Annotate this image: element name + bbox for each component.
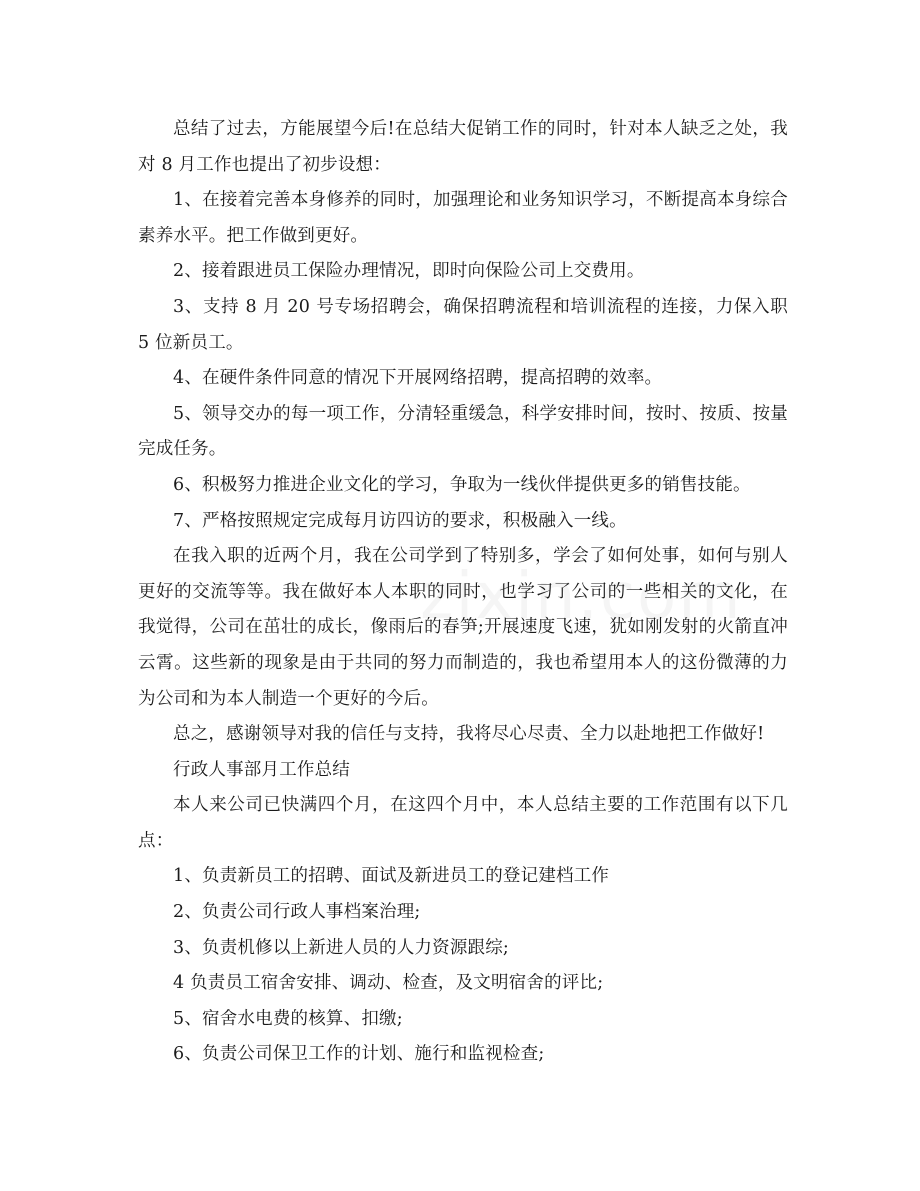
duty-item-6: 6、负责公司保卫工作的计划、施行和监视检查;	[173, 1044, 545, 1065]
paragraph-item-6: 6、积极努力推进企业文化的学习，争取为一线伙伴提供更多的销售技能。	[173, 474, 751, 495]
paragraph-item-3: 3、支持 8 月 20 号专场招聘会，确保招聘流程和培训流程的连接，力保入职 5 位新员工。	[138, 296, 788, 353]
paragraph-intro: 总结了过去，方能展望今后!在总结大促销工作的同时，针对本人缺乏之处，我对 8 月工作也提出了初步设想：	[138, 119, 788, 175]
document-body	[138, 112, 788, 1073]
paragraph-item-1: 1、在接着完善本身修养的同时，加强理论和业务知识学习，不断提高本身综合素养水平。把工作做到更好。	[138, 190, 788, 246]
paragraph-item-7: 7、严格按照规定完成每月访四访的要求，积极融入一线。	[173, 510, 627, 531]
paragraph-item-4: 4、在硬件条件同意的情况下开展网络招聘，提高招聘的效率。	[173, 368, 663, 389]
paragraph-item-5: 5、领导交办的每一项工作，分清轻重缓急，科学安排时间，按时、按质、按量完成任务。	[138, 403, 788, 460]
duty-item-1: 1、负责新员工的招聘、面试及新进员工的登记建档工作	[173, 866, 610, 887]
paragraph-conclusion: 总之，感谢领导对我的信任与支持，我将尽心尽责、全力以赴地把工作做好!	[173, 724, 765, 745]
duty-item-2: 2、负责公司行政人事档案治理;	[173, 902, 421, 923]
duty-item-5: 5、宿舍水电费的核算、扣缴;	[173, 1008, 403, 1029]
duty-item-3: 3、负责机修以上新进人员的人力资源跟综;	[173, 937, 510, 958]
duty-item-4: 4 负责员工宿舍安排、调动、检查，及文明宿舍的评比;	[173, 973, 604, 994]
paragraph-reflection: 在我入职的近两个月，我在公司学到了特别多，学会了如何处事，如何与别人更好的交流等等。我在做好本人本职的同时，也学习了公司的一些相关的文化，在我觉得，公司在茁壮的成长，像雨后的春笋;开展速度飞速，犹如刚发射的火箭直冲云霄。这些新的现象是由于共同的努力而制造的，我也希望用本人的这份微薄的力为公司和为本人制造一个更好的今后。	[138, 546, 788, 709]
paragraph-section-intro: 本人来公司已快满四个月，在这四个月中，本人总结主要的工作范围有以下几点：	[138, 795, 788, 851]
paragraph-item-2: 2、接着跟进员工保险办理情况，即时向保险公司上交费用。	[173, 261, 645, 282]
section-heading: 行政人事部月工作总结	[173, 759, 350, 780]
